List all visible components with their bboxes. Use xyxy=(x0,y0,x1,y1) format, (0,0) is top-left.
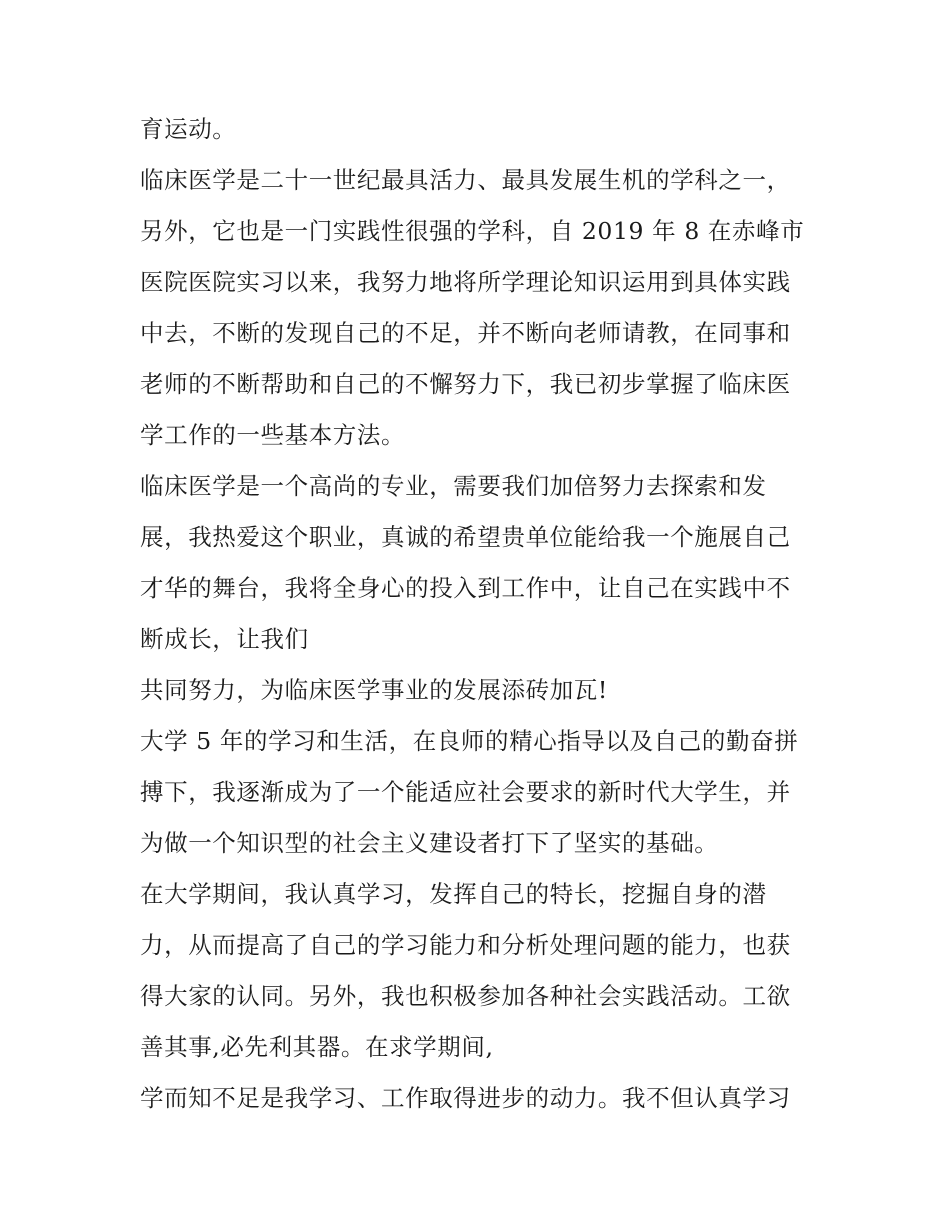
text-line: 学工作的一些基本方法。 xyxy=(140,421,406,449)
document-body xyxy=(140,104,820,1124)
text-line: 另外，它也是一门实践性很强的学科，自 2019 年 8 在赤峰市 xyxy=(140,217,805,245)
text-line: 临床医学是一个高尚的专业，需要我们加倍努力去探索和发 xyxy=(140,472,767,500)
text-line: 共同努力，为临床医学事业的发展添砖加瓦! xyxy=(140,676,608,704)
text-line: 中去，不断的发现自己的不足，并不断向老师请教，在同事和 xyxy=(140,319,791,347)
text-line: 大学 5 年的学习和生活，在良师的精心指导以及自己的勤奋拼 xyxy=(140,727,799,755)
text-line: 善其事,必先利其器。在求学期间, xyxy=(140,1033,494,1061)
text-line: 为做一个知识型的社会主义建设者打下了坚实的基础。 xyxy=(140,829,719,857)
text-line: 搏下，我逐渐成为了一个能适应社会要求的新时代大学生，并 xyxy=(140,778,791,806)
text-line: 在大学期间，我认真学习，发挥自己的特长，挖掘自身的潜 xyxy=(140,880,767,908)
text-line: 才华的舞台，我将全身心的投入到工作中，让自己在实践中不 xyxy=(140,574,791,602)
text-line: 得大家的认同。另外，我也积极参加各种社会实践活动。工欲 xyxy=(140,982,791,1010)
text-line: 医院医院实习以来，我努力地将所学理论知识运用到具体实践 xyxy=(140,268,791,296)
text-line: 力，从而提高了自己的学习能力和分析处理问题的能力，也获 xyxy=(140,931,791,959)
text-line: 学而知不足是我学习、工作取得进步的动力。我不但认真学习 xyxy=(140,1084,791,1112)
text-line: 展，我热爱这个职业，真诚的希望贵单位能给我一个施展自己 xyxy=(140,523,791,551)
text-line: 育运动。 xyxy=(140,115,237,143)
text-line: 老师的不断帮助和自己的不懈努力下，我已初步掌握了临床医 xyxy=(140,370,791,398)
text-line: 临床医学是二十一世纪最具活力、最具发展生机的学科之一， xyxy=(140,166,791,194)
text-line: 断成长，让我们 xyxy=(140,625,309,653)
